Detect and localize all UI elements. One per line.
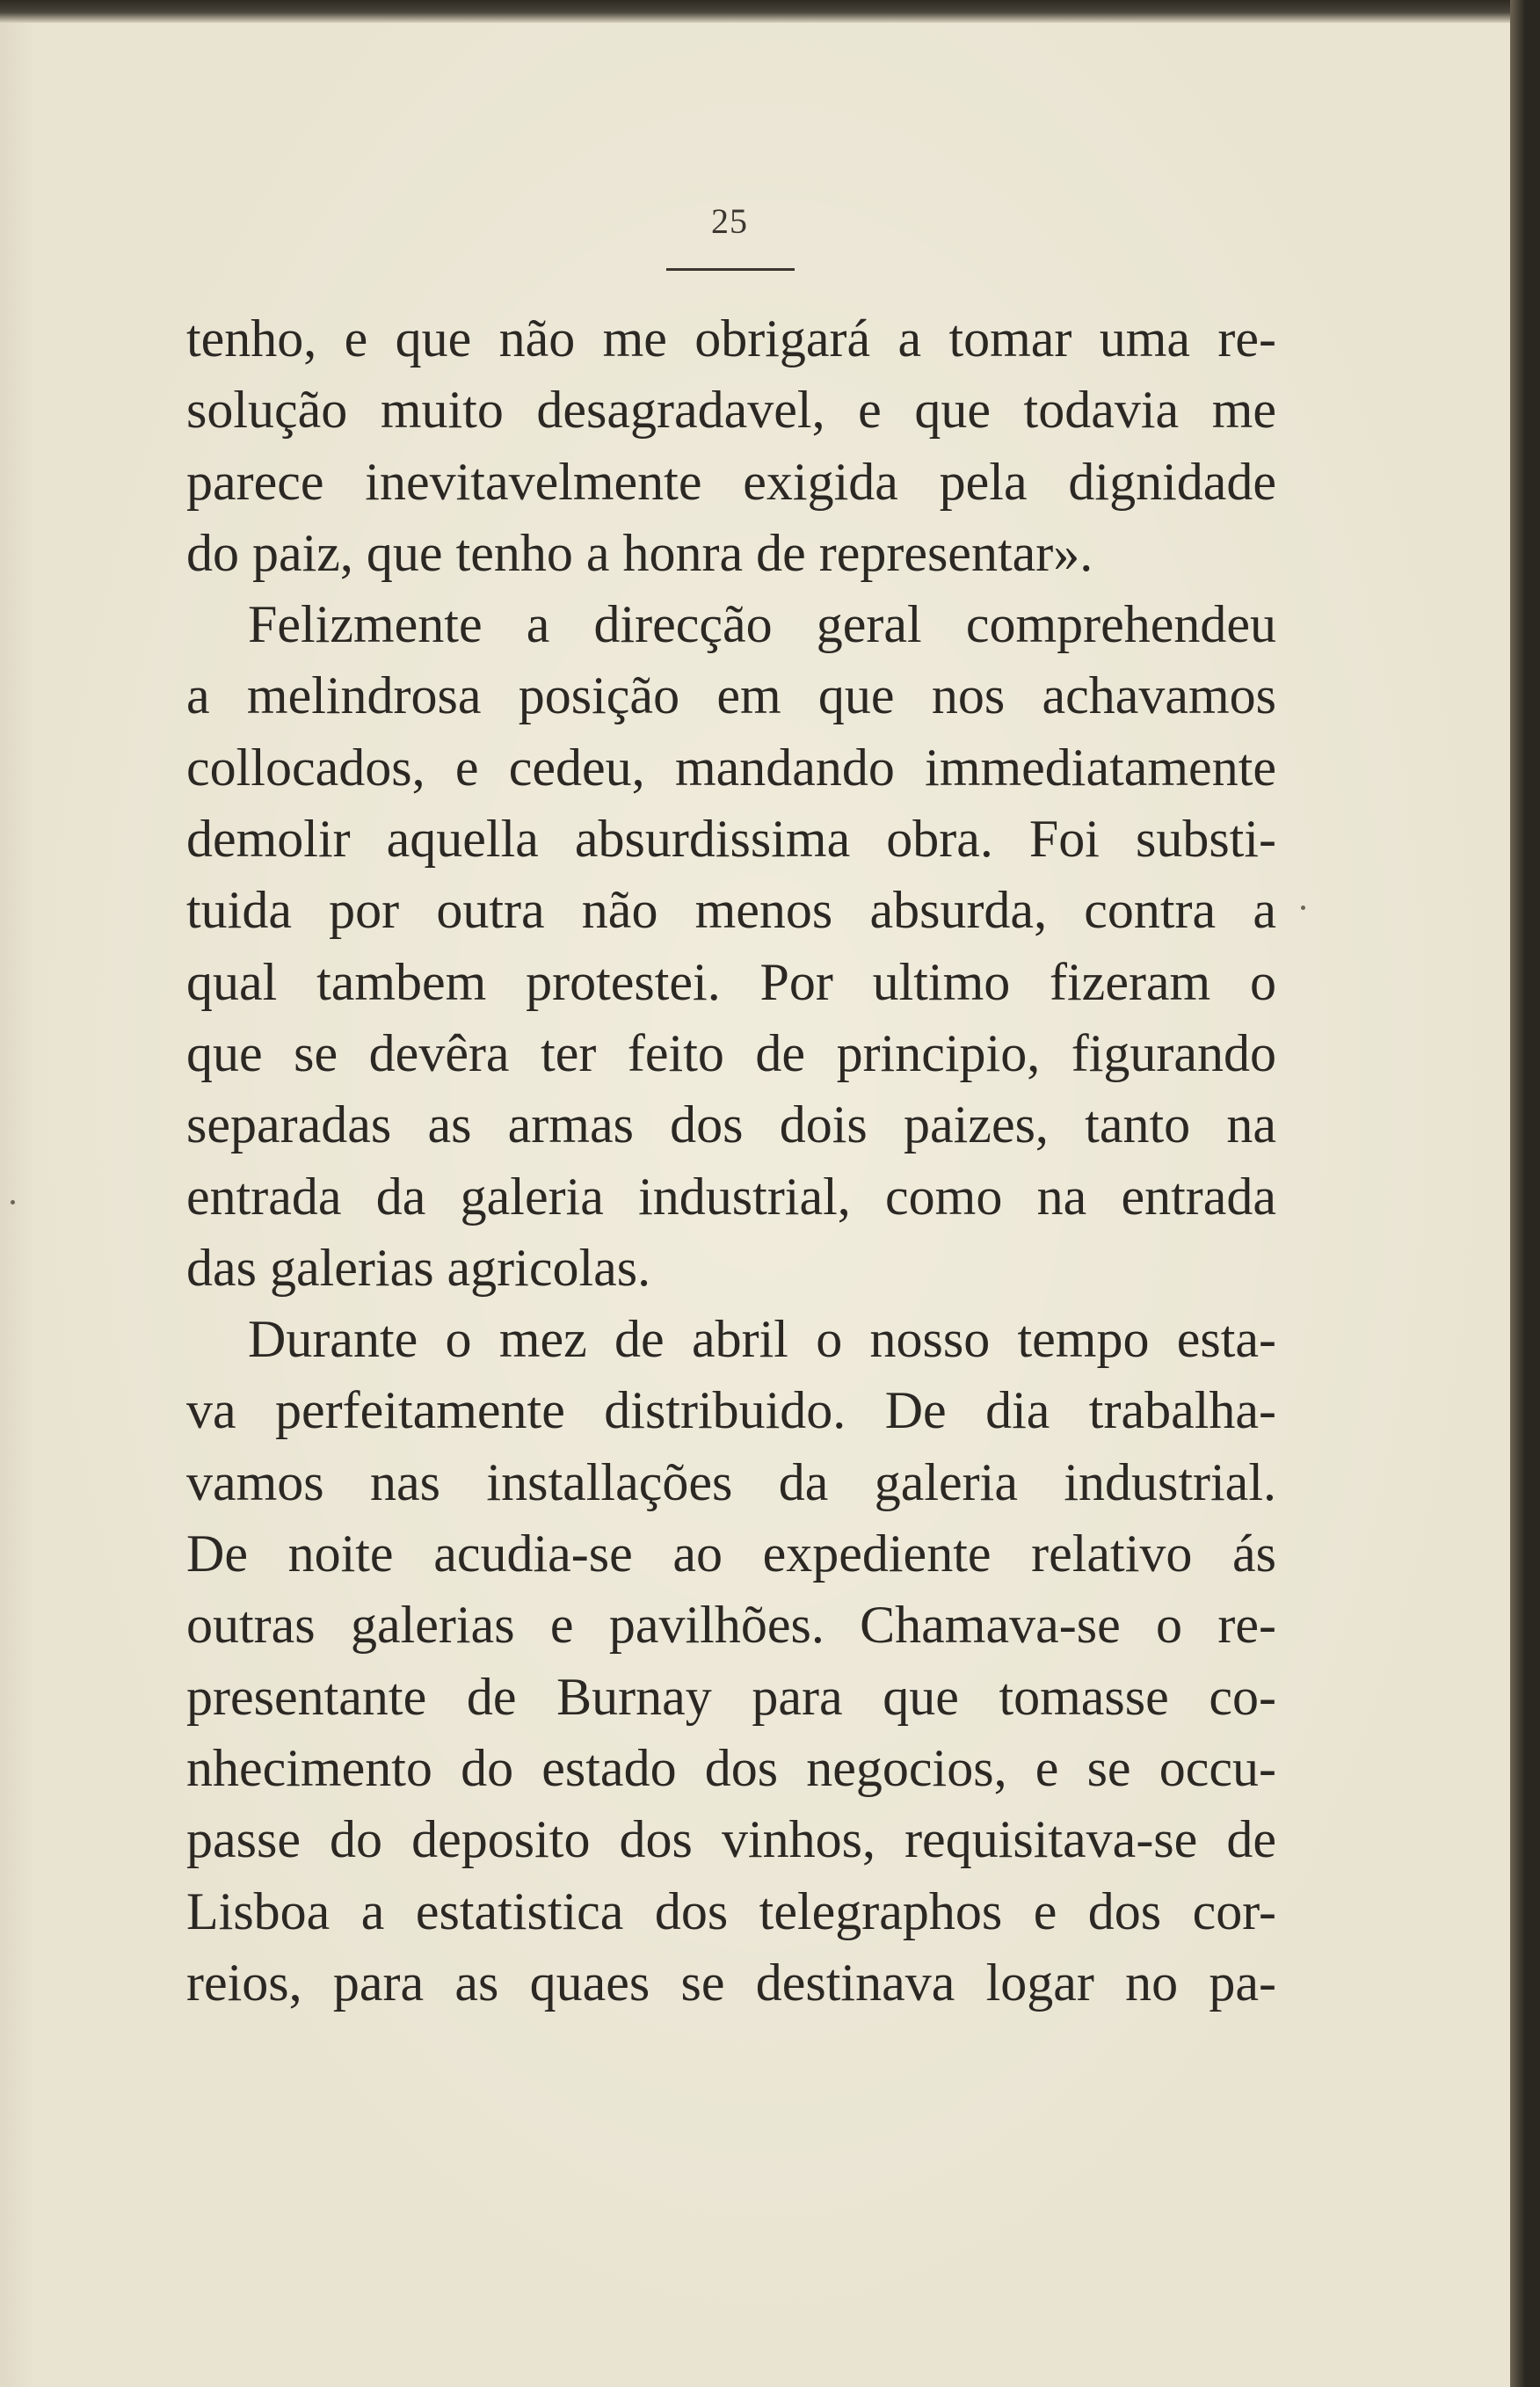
text-line: demolir aquella absurdissima obra. Foi substi- [186,810,1276,869]
page-top-edge [0,0,1525,23]
text-line: das galerias agricolas. [186,1238,651,1297]
text-line: entrada da galeria industrial, como na entrada [186,1167,1276,1226]
text-line: passe do deposito dos vinhos, requisitava-se de [186,1810,1276,1869]
text-line: vamos nas installações da galeria industrial. [186,1452,1276,1511]
text-line: reios, para as quaes se destinava logar no pa- [186,1953,1276,2012]
text-line: separadas as armas dos dois paizes, tanto na [186,1095,1276,1154]
text-line: Felizmente a direcção geral comprehendeu [248,595,1276,654]
paper-speck [11,1200,15,1204]
text-line: tuida por outra não menos absurda, contra a [186,881,1276,940]
text-line: do paiz, que tenho a honra de representar». [186,523,1093,582]
text-line: a melindrosa posição em que nos achavamos [186,666,1276,725]
paper-speck [1301,906,1305,910]
text-line: tenho, e que não me obrigará a tomar uma re- [186,309,1276,368]
text-line: solução muito desagradavel, e que todavia me [186,381,1276,440]
text-line: nhecimento do estado dos negocios, e se occu- [186,1738,1276,1797]
text-line: que se devêra ter feito de principio, figurando [186,1023,1276,1082]
page-number-rule [666,268,795,271]
body-text [186,303,1276,2019]
text-line: Durante o mez de abril o nosso tempo esta- [248,1310,1276,1369]
text-line: qual tambem protestei. Por ultimo fizeram o [186,952,1276,1011]
text-line: Lisboa a estatistica dos telegraphos e dos cor- [186,1881,1276,1940]
text-line: De noite acudia-se ao expediente relativo ás [186,1525,1276,1583]
text-line: parece inevitavelmente exigida pela dignidade [186,452,1276,511]
text-line: presentante de Burnay para que tomasse co- [186,1667,1276,1726]
page-right-edge [1510,0,1525,2387]
page-number: 25 [711,201,748,241]
text-line: va perfeitamente distribuido. De dia trabalha- [186,1381,1276,1440]
text-line: outras galerias e pavilhões. Chamava-se o re- [186,1596,1276,1655]
text-line: collocados, e cedeu, mandando immediatamente [186,738,1276,797]
